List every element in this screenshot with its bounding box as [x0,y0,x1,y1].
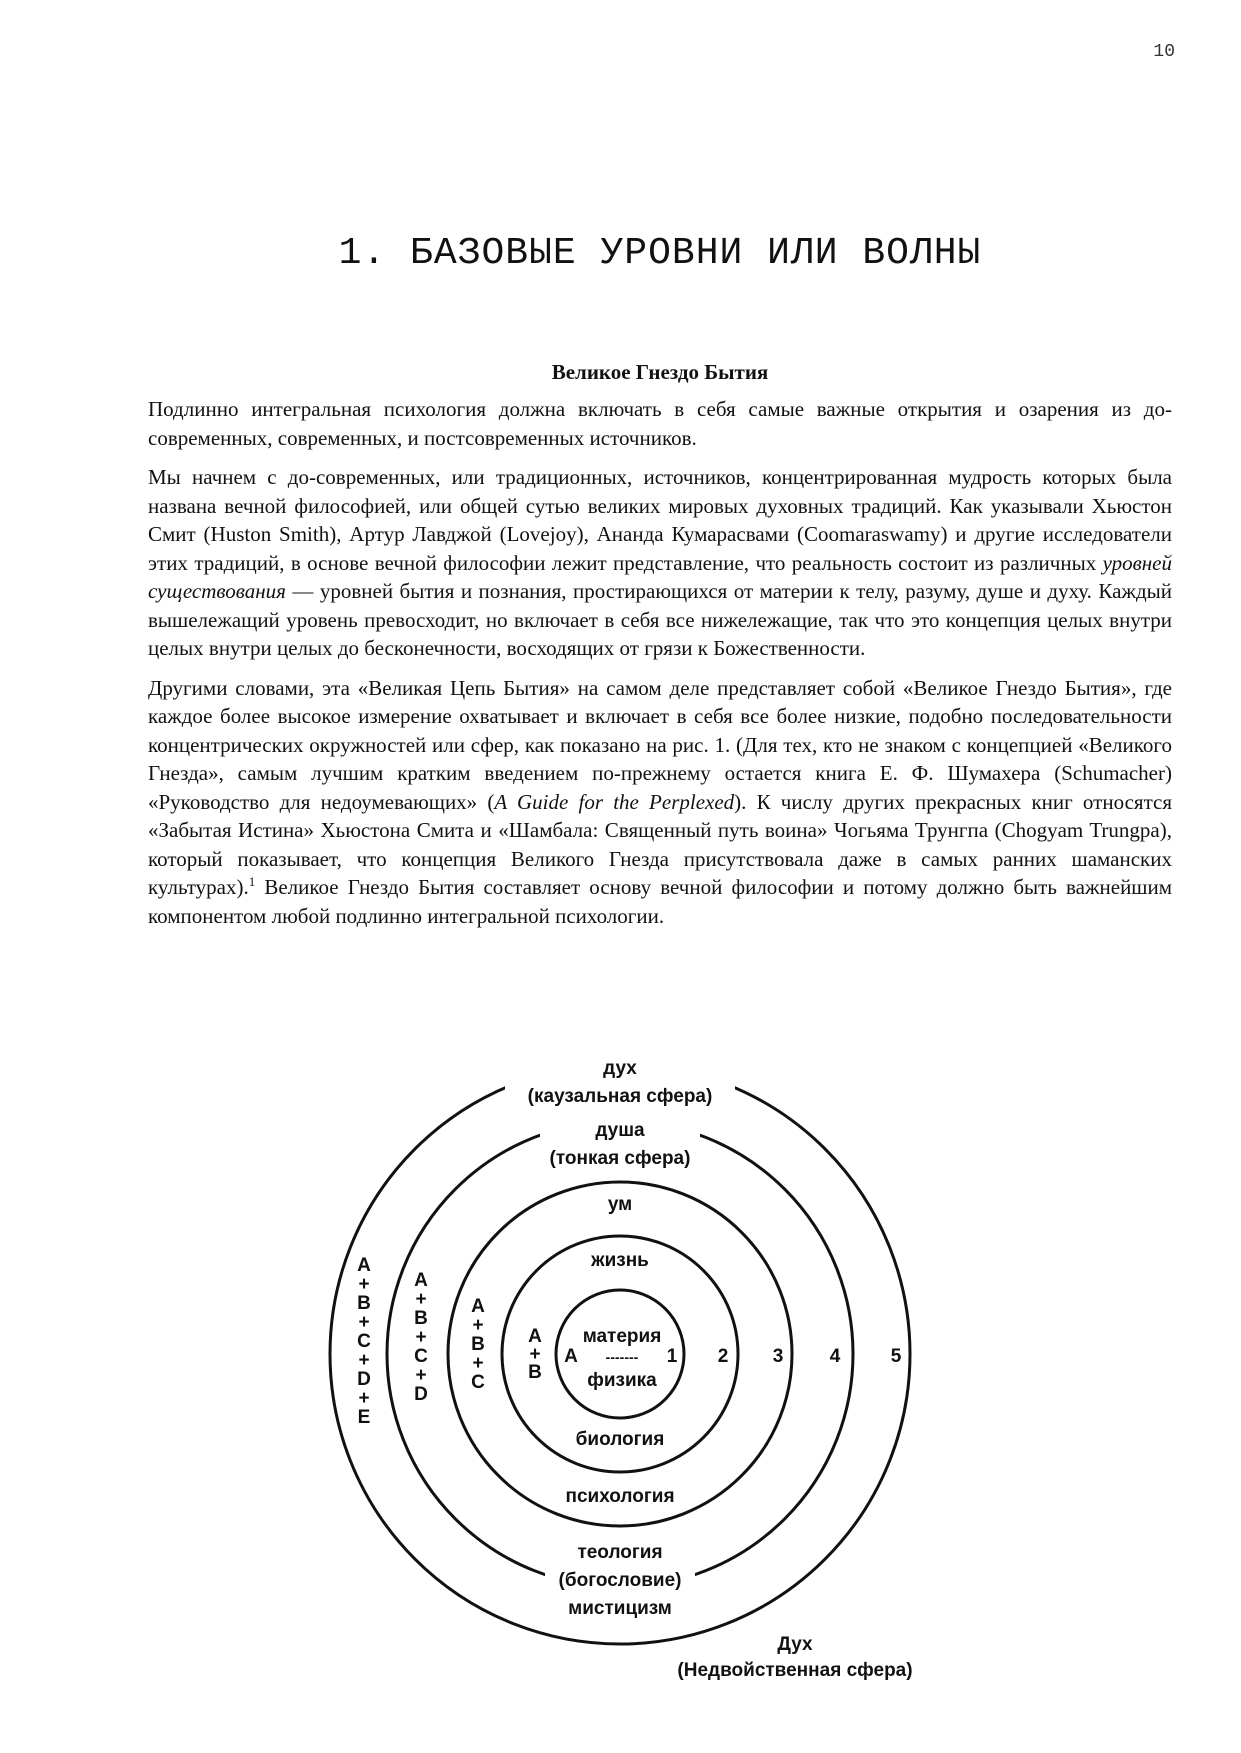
ring-4-top-sublabel: (тонкая сфера) [549,1148,691,1169]
ring-1-top-label: материя [582,1326,662,1347]
page-number: 10 [1153,42,1175,62]
ring-5-bottom-label: мистицизм [568,1598,672,1619]
svg-text:+: + [415,1327,427,1348]
ring-4-top-label: душа [595,1120,645,1141]
ring-4-bottom-sublabel: (богословие) [558,1570,682,1591]
paragraph-2-emphasis: уровней существования [148,550,1172,603]
ring-3-top-label: ум [607,1194,633,1215]
svg-text:А: А [528,1326,542,1347]
svg-text:С: С [414,1346,428,1367]
ring-2-number: 2 [717,1346,729,1367]
svg-text:В: В [528,1362,542,1383]
body-text [148,395,1172,941]
svg-text:+: + [358,1312,370,1333]
svg-text:+: + [529,1344,541,1365]
ring-4-bottom-label: теология [577,1542,663,1563]
svg-text:E: E [357,1407,371,1428]
svg-text:D: D [357,1369,371,1390]
svg-text:+: + [472,1353,484,1374]
svg-text:В: В [357,1293,371,1314]
paragraph-3-part-2: ). К числу других прекрасных книг относятся «Забытая Истина» Хьюстона Смита и «Шамбала: Священный путь воина» Чогьяма Трунгпа (Chogyam Trungpa), который показывает, что концепция Великого Гнезда присутствовала даже в самых ранних шаманских культурах). [148,789,1172,899]
ring-2-letter-stack [528,1326,542,1383]
paragraph-3-part-1: Другими словами, эта «Великая Цепь Бытия» на самом деле представляет собой «Великое Гнездо Бытия», где каждое более высокое измерение охватывает и включает в себя все более низкие, подобно последовательности концентрических окружностей или сфер, как показано на рис. 1. (Для тех, кто не знаком с концепцией «Великого Гнезда», самым лучшим кратким введением по-прежнему остается книга Е. Ф. Шумахера (Schumacher) «Руководство для недоумевающих» ( [148,675,1172,814]
svg-text:В: В [414,1308,428,1329]
ring-2-top-label: жизнь [591,1250,649,1271]
outer-sublabel: (Недвойственная сфера) [677,1660,913,1681]
paragraph-1: Подлинно интегральная психология должна включать в себя самые важные открытия и озарения из до-современных, современных, и постсовременных источников. [148,397,1172,450]
section-heading: Великое Гнездо Бытия [551,360,769,384]
paragraph-2-part-2: — уровней бытия и познания, простирающихся от материи к телу, разуму, душе и духу. Каждый вышележащий уровень превосходит, но включает в себя все нижележащие, так что это концепция целых внутри целых внутри целых до бесконечности, восходящих от грязи к Божественности. [148,579,1172,660]
svg-text:+: + [358,1388,370,1409]
svg-text:+: + [358,1350,370,1371]
svg-text:А: А [471,1296,485,1317]
paragraph-2-part-1: Мы начнем с до-современных, или традиционных, источников, концентрированная мудрость которых была названа вечной философией, или общей сутью великих мировых духовных традиций. Как указывали Хьюстон Смит (Huston Smith), Артур Лавджой (Lovejoy), Ананда Кумарасвами (Coomaraswamy) и другие исследователи этих традиций, в основе вечной философии лежит представление, что реальность состоит из различных [148,465,1172,575]
svg-text:D: D [414,1384,428,1405]
svg-text:А: А [414,1270,428,1291]
chapter-title: 1. БАЗОВЫЕ УРОВНИ ИЛИ ВОЛНЫ [338,232,982,275]
svg-text:С: С [357,1331,371,1352]
ring-5-letter-stack [357,1255,371,1428]
ring-1-bottom-label: физика [587,1370,657,1391]
outer-label: Дух [777,1634,813,1655]
svg-text:С: С [471,1372,485,1393]
ring-1-side-letter: А [564,1346,578,1367]
ring-5-top-label: дух [603,1058,637,1079]
ring-2-bottom-label: биология [575,1429,665,1450]
ring-4-number: 4 [829,1346,841,1367]
ring-3-number: 3 [772,1346,784,1367]
svg-text:+: + [358,1274,370,1295]
center-divider: ------- [605,1349,639,1365]
paragraph-2 [148,463,1172,663]
svg-text:В: В [471,1334,485,1355]
svg-text:А: А [357,1255,371,1276]
svg-text:+: + [415,1365,427,1386]
great-nest-diagram [320,1048,920,1688]
ring-5-top-sublabel: (каузальная сфера) [527,1086,713,1107]
ring-1-number: 1 [666,1346,678,1367]
paragraph-3-emphasis: A Guide for the Perplexed [494,789,735,814]
ring-3-bottom-label: психология [565,1486,675,1507]
paragraph-3 [148,674,1172,931]
ring-3-letter-stack [471,1296,485,1393]
ring-4-letter-stack [414,1270,428,1405]
svg-text:+: + [472,1315,484,1336]
svg-text:+: + [415,1289,427,1310]
ring-5-number: 5 [890,1346,902,1367]
paragraph-3-part-3: Великое Гнездо Бытия составляет основу вечной философии и потому должно быть важнейшим компонентом любой подлинно интегральной психологии. [148,875,1172,928]
footnote-reference[interactable]: 1 [248,874,256,889]
